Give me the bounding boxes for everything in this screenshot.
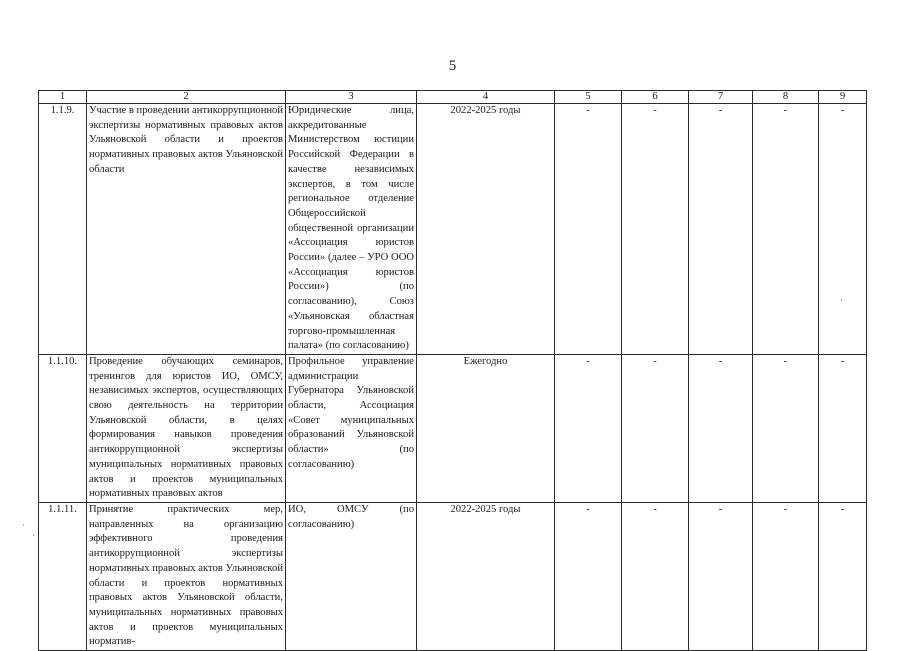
header-col-7: 7 <box>689 91 753 104</box>
header-col-8: 8 <box>753 91 819 104</box>
header-col-4: 4 <box>417 91 555 104</box>
measure-text: Проведение обучающих семинаров, тренингов для юристов ИО, ОМСУ, независимых экспертов, осуществляющих свою деятельность на территории Ульяновской области, в целях формирования навыков проведения антикоррупционной экспертизы муниципальных нормативных правовых актов и проектов муниципальных нормативных правовых актов <box>87 354 286 502</box>
item-number: 1.1.10. <box>39 354 87 502</box>
value-col-5: - <box>555 104 622 355</box>
page-number: 5 <box>448 58 457 74</box>
header-col-3: 3 <box>286 91 417 104</box>
value-col-5: - <box>555 354 622 502</box>
header-col-5: 5 <box>555 91 622 104</box>
period-text: Ежегодно <box>417 354 555 502</box>
table-row <box>39 502 867 650</box>
scan-mark: · <box>32 530 35 540</box>
executors-text: Юридические лица, аккредитованные Министерством юстиции Российской Федерации в качестве независимых экспертов, в том числе региональное отделение Общероссийской общественной организации «Ассоциация юристов России» (далее – УРО ООО «Ассоциация юристов России») (по согласованию), Союз «Ульяновская областная торгово-промышленная палата» (по согласованию) <box>286 104 417 355</box>
value-col-8: - <box>753 502 819 650</box>
table-row <box>39 354 867 502</box>
value-col-7: - <box>689 104 753 355</box>
scan-mark: · <box>840 295 843 305</box>
value-col-5: - <box>555 502 622 650</box>
value-col-6: - <box>622 104 689 355</box>
value-col-9: - <box>819 502 867 650</box>
item-number: 1.1.11. <box>39 502 87 650</box>
period-text: 2022-2025 годы <box>417 104 555 355</box>
value-col-9: - <box>819 104 867 355</box>
header-col-1: 1 <box>39 91 87 104</box>
header-col-6: 6 <box>622 91 689 104</box>
value-col-6: - <box>622 354 689 502</box>
measures-table <box>38 90 867 651</box>
value-col-8: - <box>753 354 819 502</box>
value-col-7: - <box>689 354 753 502</box>
measure-text: Участие в проведении антикоррупционной экспертизы нормативных правовых актов Ульяновской области и проектов нормативных правовых актов Ульяновской области <box>87 104 286 355</box>
value-col-7: - <box>689 502 753 650</box>
header-col-9: 9 <box>819 91 867 104</box>
executors-text: ИО, ОМСУ (по согласованию) <box>286 502 417 650</box>
item-number: 1.1.9. <box>39 104 87 355</box>
table-row <box>39 104 867 355</box>
table-header-row <box>39 91 867 104</box>
scan-mark: · <box>22 520 25 530</box>
executors-text: Профильное управление администрации Губернатора Ульяновской области, Ассоциация «Совет муниципальных образований Ульяновской области» (по согласованию) <box>286 354 417 502</box>
header-col-2: 2 <box>87 91 286 104</box>
value-col-6: - <box>622 502 689 650</box>
measure-text: Принятие практических мер, направленных на организацию эффективного проведения антикоррупционной экспертизы нормативных правовых актов Ульяновской области и проектов нормативных правовых актов Ульяновской области, муниципальных нормативных правовых актов и проектов муниципальных норматив- <box>87 502 286 650</box>
value-col-9: - <box>819 354 867 502</box>
period-text: 2022-2025 годы <box>417 502 555 650</box>
value-col-8: - <box>753 104 819 355</box>
